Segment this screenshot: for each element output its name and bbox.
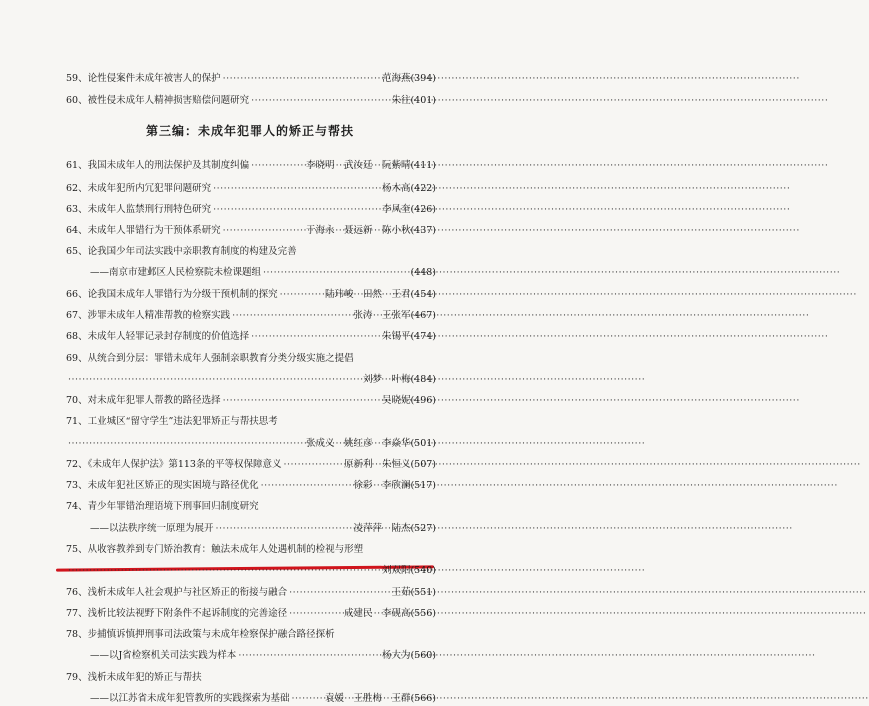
entry-author: 张涛 王张军 (353, 310, 411, 321)
toc-entry (90, 520, 436, 536)
entry-title: 77、浅析比较法视野下附条件不起诉制度的完善途径 (66, 608, 288, 619)
toc-entry (66, 243, 436, 259)
leader-dots (251, 160, 304, 171)
toc-entry (66, 328, 436, 344)
entry-author: 朱锡平 (381, 331, 411, 342)
toc-entry (66, 92, 436, 108)
entry-author: 袁媛 王胜梅 王群 (324, 693, 411, 704)
entry-author: 朱往 (391, 95, 411, 106)
entry-page-number: (474) (410, 331, 436, 342)
toc-entry (66, 201, 436, 217)
entry-author: 于海永 聂远新 陈小秋 (305, 225, 411, 236)
entry-title: 62、未成年犯所内冗犯罪问题研究 (66, 183, 212, 194)
entry-page-number: (437) (410, 225, 436, 236)
entry-author: 凌萍萍 陆杰 (353, 523, 411, 534)
leader-dots (261, 480, 352, 491)
entry-page-number: (484) (410, 374, 436, 385)
toc-entry (66, 669, 436, 685)
leader-dots (223, 73, 380, 84)
entry-title: ——以法秩序统一原理为展开 (90, 523, 214, 534)
entry-title: ——以J省检察机关司法实践为样本 (90, 650, 237, 661)
toc-entry (66, 307, 436, 323)
toc-entry (66, 584, 436, 600)
entry-author: 范海燕 (381, 73, 411, 84)
entry-page-number: (411) (410, 160, 436, 171)
entry-author: 张成义 姚红彦 李焱华 (305, 438, 411, 449)
leader-dots (280, 289, 323, 300)
entry-page-number: (540) (410, 565, 436, 576)
entry-title: 76、浅析未成年人社会观护与社区矫正的衔接与融合 (66, 587, 288, 598)
leader-dots (238, 650, 380, 661)
entry-title: ——以江苏省未成年犯管教所的实践探索为基础 (90, 693, 290, 704)
toc-entry (66, 456, 436, 472)
leader-dots (68, 374, 361, 385)
leader-dots (283, 459, 341, 470)
entry-author: 李晓明 武汝廷 阮紫晴 (305, 160, 411, 171)
entry-title: 75、从收容教养到专门矫治教育：触法未成年人处遇机制的检视与形塑 (66, 544, 364, 555)
entry-title: 59、论性侵案件未成年被害人的保护 (66, 73, 221, 84)
leader-dots (216, 523, 352, 534)
leader-dots (68, 438, 304, 449)
entry-title: 72、《未成年人保护法》第113条的平等权保障意义 (66, 459, 282, 470)
entry-page-number: (422) (410, 183, 436, 194)
entry-title: 64、未成年人罪错行为干预体系研究 (66, 225, 221, 236)
entry-author: 刘双阳 (381, 565, 411, 576)
toc-entry (66, 562, 436, 578)
entry-title: 73、未成年犯社区矫正的现实困境与路径优化 (66, 480, 259, 491)
entry-title: 68、未成年人轻罪记录封存制度的价值选择 (66, 331, 250, 342)
toc-entry (66, 626, 436, 642)
toc-entry (66, 392, 436, 408)
entry-page-number: (467) (410, 310, 436, 321)
leader-dots (223, 225, 304, 236)
toc-entry (66, 70, 436, 86)
toc-entry (66, 413, 436, 429)
toc-entry (66, 180, 436, 196)
entry-title: 63、未成年人监禁刑行刑特色研究 (66, 204, 212, 215)
entry-page-number: (556) (410, 608, 436, 619)
toc-entry (66, 541, 436, 557)
leader-dots (213, 183, 380, 194)
entry-author: 原新利 朱恒义 (343, 459, 411, 470)
entry-page-number: (560) (410, 650, 436, 661)
leader-dots (213, 204, 380, 215)
entry-page-number: (551) (410, 587, 436, 598)
leader-dots (263, 267, 408, 278)
entry-page-number: (426) (410, 204, 436, 215)
entry-title: 74、青少年罪错治理语境下刑事回归制度研究 (66, 501, 259, 512)
entry-page-number: (566) (410, 693, 436, 704)
toc-entry (66, 605, 436, 621)
entry-title: 66、论我国未成年人罪错行为分级干预机制的探究 (66, 289, 278, 300)
leader-dots (292, 693, 323, 704)
entry-page-number: (496) (410, 395, 436, 406)
toc-entry (66, 157, 436, 173)
toc-entry (90, 264, 436, 280)
entry-page-number: (517) (410, 480, 436, 491)
toc-entry (66, 498, 436, 514)
entry-page-number: (394) (410, 73, 436, 84)
entry-title: 67、涉罪未成年人精准帮教的检察实践 (66, 310, 231, 321)
toc-entry (90, 690, 436, 706)
entry-title: 70、对未成年犯罪人帮教的路径选择 (66, 395, 221, 406)
entry-page-number: (501) (410, 438, 436, 449)
entry-title: 61、我国未成年人的刑法保护及其制度纠偏 (66, 160, 250, 171)
leader-dots (289, 587, 389, 598)
toc-entry (90, 647, 436, 663)
entry-title: 65、论我国少年司法实践中亲职教育制度的构建及完善 (66, 246, 297, 257)
entry-title: 69、从统合到分层：罪错未成年人强制亲职教育分类分级实施之提倡 (66, 353, 354, 364)
entry-title: 78、步捕慎诉慎押刑事司法政策与未成年检察保护融合路径探析 (66, 629, 335, 640)
entry-author: 王茹 (391, 587, 411, 598)
entry-page-number: (401) (410, 95, 436, 106)
toc-entry (66, 371, 436, 387)
section-heading: 第三编：未成年犯罪人的矫正与帮扶 (145, 124, 354, 138)
leader-dots (68, 565, 380, 576)
leader-dots (289, 608, 342, 619)
entry-author: 李凤奎 (381, 204, 411, 215)
toc-entry (66, 286, 436, 302)
entry-page-number: (448) (410, 267, 436, 278)
entry-page-number: (507) (410, 459, 436, 470)
toc-entry (66, 435, 436, 451)
leader-dots (232, 310, 351, 321)
leader-dots (223, 395, 380, 406)
toc-entry (66, 477, 436, 493)
leader-dots (251, 95, 389, 106)
entry-title: ——南京市建邺区人民检察院未检课题组 (90, 267, 262, 278)
entry-title: 79、浅析未成年犯的矫正与帮扶 (66, 672, 202, 683)
entry-page-number: (454) (410, 289, 436, 300)
entry-page-number: (527) (410, 523, 436, 534)
entry-author: 吴晓妮 (381, 395, 411, 406)
toc-entry (66, 350, 436, 366)
entry-author: 杨大为 (381, 650, 411, 661)
entry-author: 刘梦 叶梅 (362, 374, 411, 385)
entry-author: 陆玮峻 田然 王君 (324, 289, 411, 300)
entry-author: 杨木高 (381, 183, 411, 194)
toc-entry (66, 222, 436, 238)
entry-author: 成建民 李砚高 (343, 608, 411, 619)
entry-title: 71、工业城区“留守学生”违法犯罪矫正与帮扶思考 (66, 416, 278, 427)
leader-dots (251, 331, 380, 342)
entry-title: 60、被性侵未成年人精神损害赔偿问题研究 (66, 95, 250, 106)
entry-author: 徐彩 李欣澜 (353, 480, 411, 491)
